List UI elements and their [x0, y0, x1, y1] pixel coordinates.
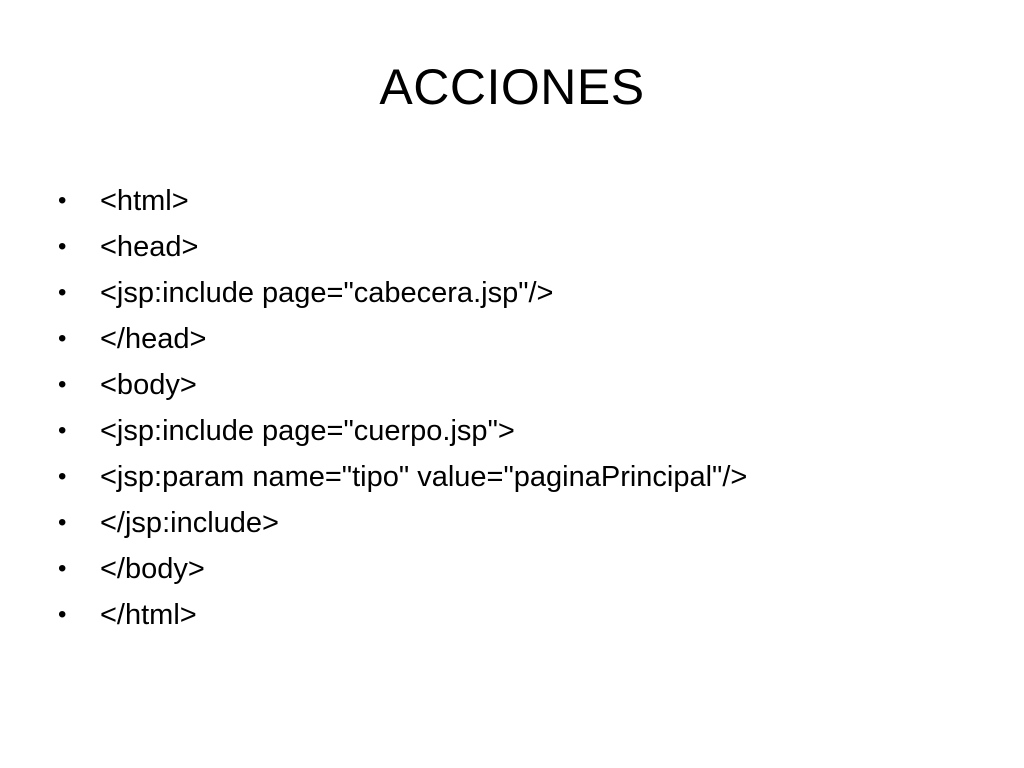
bullet-text: </html> [100, 599, 197, 631]
bullet-icon: • [58, 233, 67, 260]
list-item [58, 454, 998, 500]
bullet-icon: • [58, 509, 67, 536]
bullet-text: <jsp:param name="tipo" value="paginaPrincipal"/> [100, 461, 748, 493]
bullet-text: <head> [100, 231, 199, 263]
bullet-icon: • [58, 187, 67, 214]
bullet-icon: • [58, 325, 67, 352]
list-item [58, 178, 998, 224]
bullet-icon: • [58, 417, 67, 444]
bullet-icon: • [58, 371, 67, 398]
bullet-text: <html> [100, 185, 189, 217]
list-item [58, 270, 998, 316]
list-item [58, 316, 998, 362]
list-item [58, 224, 998, 270]
bullet-list [58, 178, 998, 638]
list-item [58, 408, 998, 454]
slide-title: ACCIONES [379, 59, 645, 115]
list-item [58, 546, 998, 592]
list-item [58, 362, 998, 408]
bullet-icon: • [58, 555, 67, 582]
bullet-icon: • [58, 279, 67, 306]
bullet-text: </head> [100, 323, 207, 355]
bullet-icon: • [58, 601, 67, 628]
bullet-text: </body> [100, 553, 205, 585]
bullet-text: <jsp:include page="cuerpo.jsp"> [100, 415, 515, 447]
list-item [58, 500, 998, 546]
bullet-icon: • [58, 463, 67, 490]
list-item [58, 592, 998, 638]
bullet-text: <body> [100, 369, 197, 401]
bullet-text: </jsp:include> [100, 507, 279, 539]
bullet-text: <jsp:include page="cabecera.jsp"/> [100, 277, 554, 309]
